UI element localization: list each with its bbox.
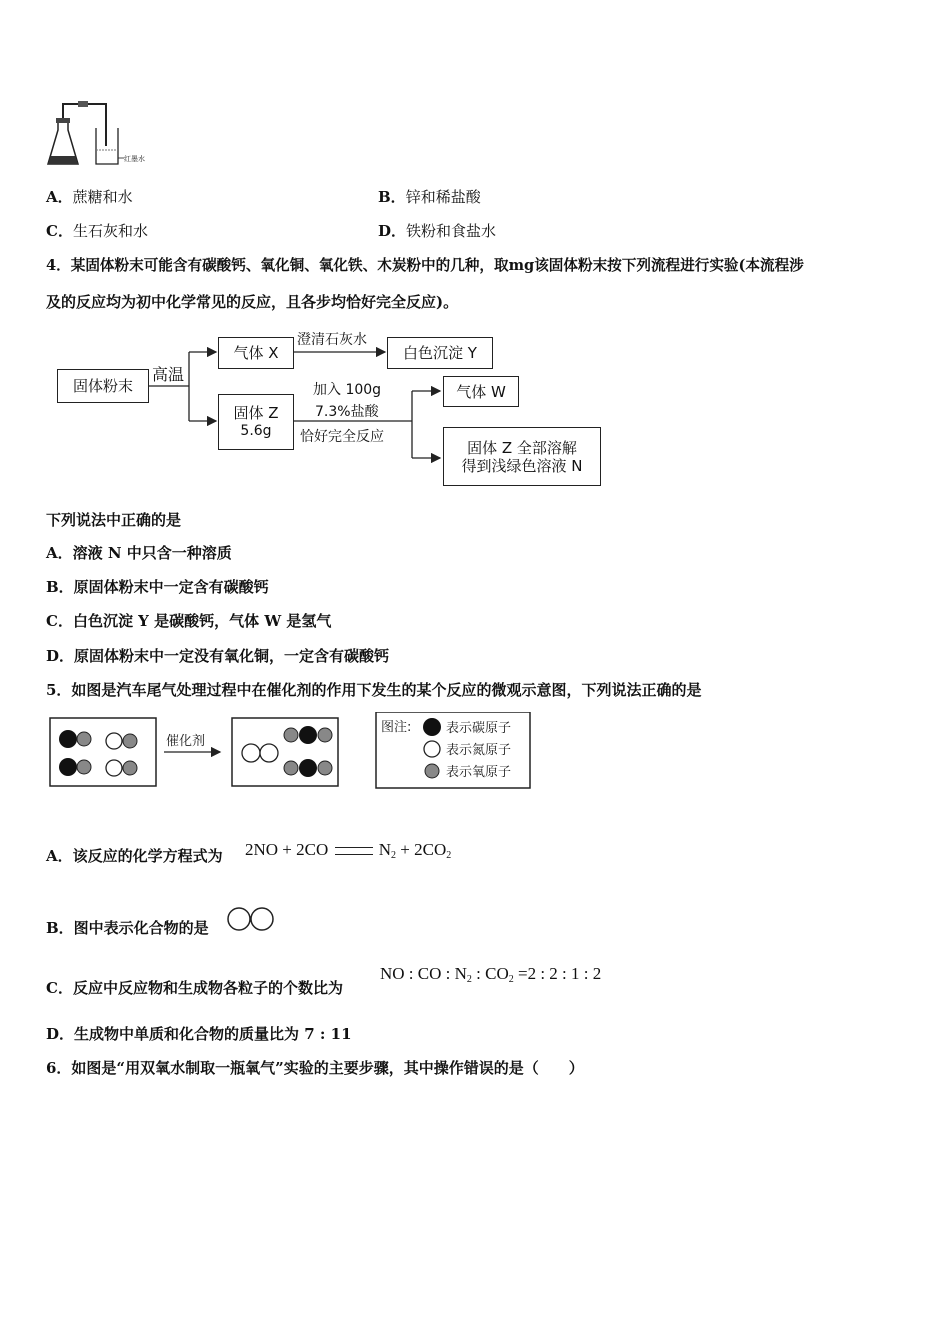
carbon-atom-icon (423, 718, 441, 736)
flow-limewater-label: 澄清石灰水 (297, 332, 367, 348)
flow-solution-n-box: 固体 Z 全部溶解 得到浅绿色溶液 N (443, 427, 601, 486)
q4-prompt: 下列说法中正确的是 (46, 511, 182, 529)
q3-option-b: B．锌和稀盐酸 (378, 188, 481, 206)
q5-option-d: D．生成物中单质和化合物的质量比为 7 : 11 (46, 1025, 352, 1043)
q5-stem: 5．如图是汽车尾气处理过程中在催化剂的作用下发生的某个反应的微观示意图，下列说法正确的是 (46, 681, 702, 699)
nitrogen-atom-icon (424, 741, 440, 757)
q5-option-a-equation: 2NO + 2CO $N_2 + 2CO_2$ (245, 840, 452, 861)
q5-option-a: A．该反应的化学方程式为 (46, 847, 223, 865)
q4-stem-line1: 4．某固体粉末可能含有碳酸钙、氧化铜、氧化铁、木炭粉中的几种，取mg该固体粉末按下列流程进行实验(本流程涉 (46, 257, 804, 274)
q5-micro-diagram (46, 712, 536, 792)
reactant-box (50, 718, 156, 786)
flow-solid-z-box: 固体 Z 5.6g (218, 394, 294, 450)
q5-option-c: C．反应中反应物和生成物各粒子的个数比为 (46, 979, 343, 997)
legend-carbon: 表示碳原子 (446, 721, 512, 736)
flow-heat-label: 高温 (152, 365, 185, 384)
flow-add-acid-line2: 7.3%盐酸 (315, 404, 379, 420)
flow-precipitate-y-box: 白色沉淀 Y (387, 337, 493, 369)
flow-gas-x-box: 气体 X (218, 337, 294, 369)
nitrogen-molecule-icon (226, 904, 278, 934)
legend-oxygen: 表示氧原子 (446, 765, 512, 780)
q4-option-d: D．原固体粉末中一定没有氧化铜，一定含有碳酸钙 (46, 647, 390, 665)
q3-option-a: A．蔗糖和水 (46, 188, 133, 206)
q5-option-c-ratio: NO : CO : $N_2$ : $CO_2 =2$ : 2 : 1 : 2 (380, 964, 602, 985)
flow-add-acid-line3: 恰好完全反应 (300, 429, 384, 445)
q4-flowchart-lines (0, 0, 950, 500)
equals-sign (335, 847, 373, 855)
flow-add-acid-line1: 加入 100g (313, 382, 382, 398)
q3-option-d: D．铁粉和食盐水 (378, 222, 497, 240)
q5-option-b: B．图中表示化合物的是 (46, 919, 209, 937)
catalyst-label: 催化剂 (166, 734, 206, 749)
q6-stem: 6．如图是“用双氧水制取一瓶氧气”实验的主要步骤，其中操作错误的是（ ） (46, 1059, 584, 1077)
legend-title: 图注: (381, 720, 412, 735)
oxygen-atom-icon (425, 764, 439, 778)
flow-gas-w-box: 气体 W (443, 376, 519, 407)
legend-nitrogen: 表示氮原子 (446, 743, 512, 758)
q4-option-c: C．白色沉淀 Y 是碳酸钙，气体 W 是氢气 (46, 612, 332, 630)
apparatus-label: 红墨水 (124, 155, 145, 163)
flow-start-box: 固体粉末 (57, 369, 149, 403)
q4-option-b: B．原固体粉末中一定含有碳酸钙 (46, 578, 269, 596)
q4-stem-line2: 及的反应均为初中化学常见的反应，且各步均恰好完全反应)。 (46, 293, 459, 311)
q4-option-a: A．溶液 N 中只含一种溶质 (46, 544, 232, 562)
q3-option-c: C．生石灰和水 (46, 222, 148, 240)
